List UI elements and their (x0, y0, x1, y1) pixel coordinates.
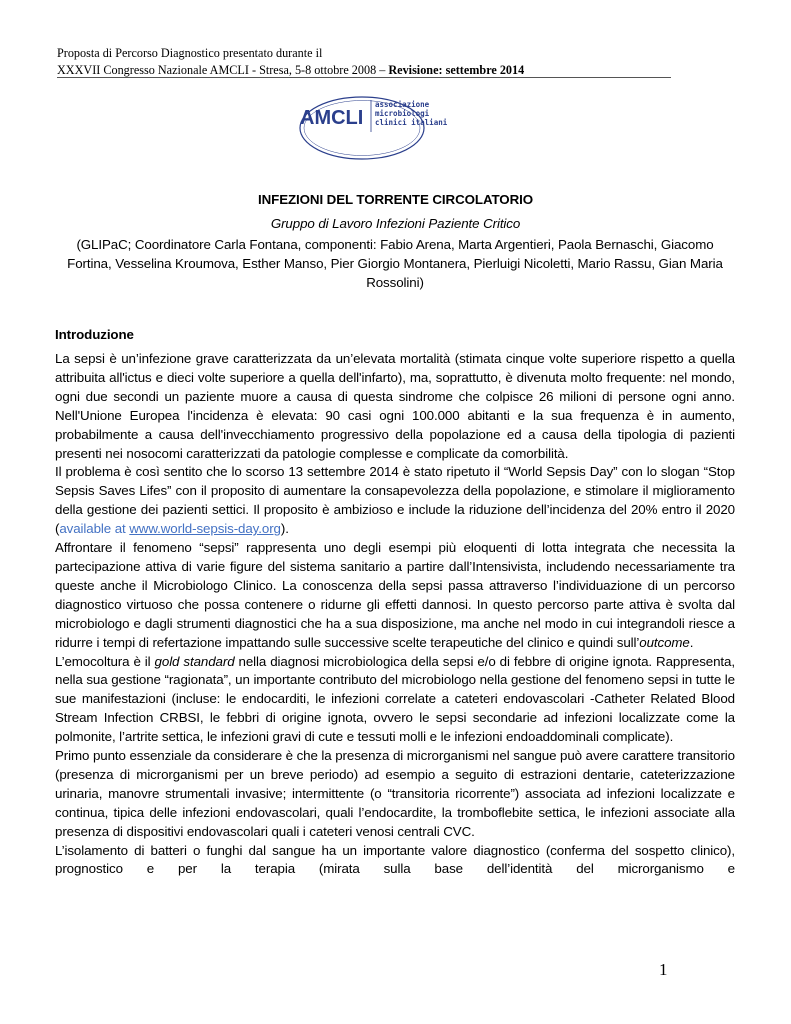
paragraph-1: La sepsi è un’infezione grave caratterizzata da un’elevata mortalità (stimata cinque volte superiore rispetto a quella attribuita all'ictus e dieci volte superiore a quella dell'infarto), ma, soprattutto, è divenuta molto frequente: nel mondo, ogni due secondi un paziente muore a causa di questa sindrome che colpisce 26 milioni di persone ogni anno. Nell'Unione Europea l'incidenza è elevata: 90 casi ogni 100.000 abitanti e la sua frequenza è in aumento, probabilmente a causa dell'invecchiamento progressivo della popolazione ed a causa della tipologia di pazienti presenti nei nosocomi caratterizzati da patologie complesse e complicate da comorbilità. (55, 351, 735, 461)
paragraph-4 (55, 653, 735, 748)
logo-wordmark: AMCLI (300, 107, 364, 129)
working-group-name: Gruppo di Lavoro Infezioni Paziente Critico (270, 216, 521, 231)
paragraph-2 (55, 463, 735, 539)
world-sepsis-day-link[interactable] (129, 521, 281, 536)
paragraph-2-link-prefix: available at (59, 521, 130, 537)
logo-tagline-1: associazione (375, 100, 430, 109)
world-sepsis-day-link-text[interactable]: www.world-sepsis-day.org (129, 521, 281, 537)
header-line-1: Proposta di Percorso Diagnostico presentato durante il (57, 46, 323, 60)
header-line-2 (57, 62, 671, 79)
introduction-body (55, 350, 735, 879)
paragraph-2-text: Il problema è così sentito che lo scorso 13 settembre 2014 è stato ripetuto il “World Sepsis Day” con lo slogan “Stop Sepsis Saves Lifes” con il proposito di aumentare la consapevolezza della popolazione, e stimolare il miglioramento della gestione dei pazienti settici. Il proposito è ambizioso e include la riduzione dell’incidenza del 20% entro il 2020 ( (55, 464, 735, 537)
amcli-logo (296, 94, 448, 162)
logo-tagline-2: microbiologi (375, 109, 430, 118)
paragraph-5: Primo punto essenziale da considerare è che la presenza di microrganismi nel sangue può avere carattere transitorio (presenza di microrganismi per un breve periodo) ad esempio a seguito di estrazioni dentarie, cateterizzazione urinaria, manovre strumentali invasive; intermittente (o “transitoria ricorrente”) associata ad infezioni localizzate e continua, tipica delle infezioni endovascolari, quali l’endocardite, la tromboflebite settica, le infezioni associate alla presenza di dispositivi endovascolari quali i cateteri venosi centrali CVC. (55, 748, 735, 839)
page-header (57, 45, 671, 78)
paragraph-4-italic: gold standard (154, 653, 235, 669)
header-congress: XXXVII Congresso Nazionale AMCLI - Stresa, 5-8 ottobre 2008 – (57, 62, 389, 77)
paragraph-4-start: L’emocoltura è il (55, 653, 155, 669)
document-title: INFEZIONI DEL TORRENTE CIRCOLATORIO (258, 192, 533, 207)
paragraph-3 (55, 539, 735, 652)
header-revision: Revisione: settembre 2014 (388, 62, 525, 77)
paragraph-3-italic: outcome (639, 634, 690, 650)
page-number: 1 (659, 960, 668, 979)
paragraph-6: L’isolamento di batteri o funghi dal sangue ha un importante valore diagnostico (conferma del sospetto clinico), prognostico e per la terapia (mirata sulla base dell’identità del microrganismo e (55, 842, 735, 877)
header-rule (57, 77, 671, 78)
paragraph-2-end: ). (280, 521, 289, 537)
paragraph-4-rest: nella diagnosi microbiologica della sepsi e/o di febbre di origine ignota. Rappresenta, nella sua gestione “ragionata”, un importante contributo del microbiologo nella gestione del fenomeno sepsi in tutte le sue manifestazioni (incluse: le endocarditi, le infezioni correlate a cateteri endovascolari -Catheter Related Blood Stream Infection CRBSI, le febbri di origine ignota, ovvero le sepsi secondarie ad infezioni localizzate come la polmonite, l’artrite settica, le infezioni gravi di cute e tessuti molli e le infezioni endoaddominali complicate). (55, 653, 735, 745)
paragraph-3-text: Affrontare il fenomeno “sepsi” rappresenta uno degli esempi più eloquenti di lotta integrata che necessita la partecipazione attiva di varie figure del sistema sanitario a partire dall’Intensivista, includendo necessariamente tra queste anche il Microbiologo Clinico. La conoscenza della sepsi passa attraverso l’individuazione di un percorso diagnostico virtuoso che possa contenere o ridurne gli effetti dannosi. In questo percorso parte attiva è svolta dal microbiologo e dagli strumenti diagnostici che ha a sua disposizione, ma anche nel modo in cui integrandoli riesce a ridurre i tempi di refertazione impattando sulle successive scelte terapeutiche del clinico e quindi sull’ (55, 540, 735, 650)
logo-tagline-3: clinici italiani (375, 118, 448, 127)
section-heading-introduzione: Introduzione (55, 327, 134, 342)
amcli-logo-graphic (296, 94, 448, 162)
working-group-members: (GLIPaC; Coordinatore Carla Fontana, componenti: Fabio Arena, Marta Argentieri, Paola Bernaschi, Giacomo Fortina, Vesselina Kroumova, Esther Manso, Pier Giorgio Montanera, Pierluigi Nicoletti, Mario Rassu, Gian Maria Rossolini) (67, 237, 723, 290)
paragraph-3-end: . (689, 634, 694, 650)
